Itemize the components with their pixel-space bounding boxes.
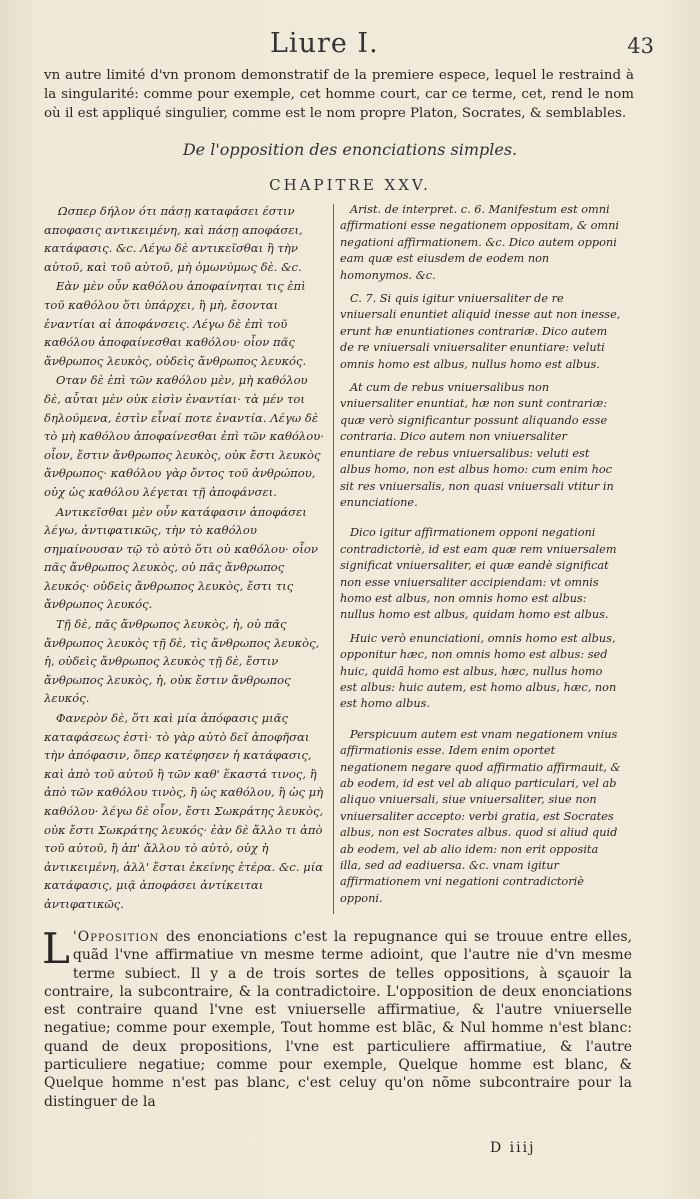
- latin-paragraph: Arist. de interpret. c. 6. Manifestum est omni affirmationi esse negationem oppositam, & omni negationi affirmationem. &c. Dico autem opponi eam quæ est eiusdem de eodem non homonymos. &c.: [340, 203, 620, 282]
- column-divider: [333, 204, 334, 914]
- section-title: De l'opposition des enonciations simples.: [182, 140, 518, 159]
- greek-paragraph: Φανερὸν δὲ, ὅτι καὶ μία ἀπόφασις μιᾶς καταφάσεως ἐστὶ· τὸ γὰρ αὐτὸ δεῖ ἀποφῆσαι τὴν ἀπόφασιν, ὅπερ κατέφησεν ἡ κατάφασις, καὶ ἀπὸ τοῦ αὐτοῦ ἢ τῶν καθ' ἕκαστά τινος, ἢ ἀπὸ τῶν καθόλου τινὸς, ἢ ὡς καθόλου, ἢ ὡς μὴ καθόλου· λέγω δὲ οἷον, ἔστι Σωκράτης λευκὸς, οὐκ ἔστι Σωκράτης λευκός· ἐὰν δὲ ἄλλο τι ἀπὸ τοῦ αὐτοῦ, ἢ ἀπ' ἄλλου τὸ αὐτὸ, οὐχ ἡ ἀντικειμένη, ἀλλ' ἔσται ἐκείνης ἑτέρα. &c. μία κατάφασις, μιᾷ ἀποφάσει ἀντίκειται ἀντιφατικῶς.: [44, 711, 324, 911]
- latin-paragraph: Huic verò enunciationi, omnis homo est albus, opponitur hæc, non omnis homo est albus: sed huic, quidã homo est albus, hæc, nullus homo est albus: huic autem, est homo albus, hæc, non est homo albus.: [340, 631, 617, 711]
- drop-cap: L: [42, 924, 70, 973]
- greek-paragraph: Εὰν μὲν οὖν καθόλου ἀποφαίνηται τις ἐπὶ τοῦ καθόλου ὅτι ὑπάρχει, ἢ μὴ, ἔσονται ἐναντίαι αἱ ἀποφάνσεις. Λέγω δὲ ἐπὶ τοῦ καθόλου ἀποφαίνεσθαι καθόλου· οἷον πᾶς ἄνθρωπος λευκὸς, οὐδεὶς ἄνθρωπος λευκός.: [44, 279, 307, 368]
- greek-paragraph: Οταν δὲ ἐπὶ τῶν καθόλου μὲν, μὴ καθόλου δὲ, αὗται μὲν οὐκ εἰσὶν ἐναντίαι· τὰ μέν τοι δηλούμενα, ἐστὶν εἶναί ποτε ἐναντία. Λέγω δὲ τὸ μὴ καθόλου ἀποφαίνεσθαι ἐπὶ τῶν καθόλου· οἷον, ἔστιν ἄνθρωπος λευκὸς, οὐκ ἔστι λευκὸς ἄνθρωπος· καθόλου γὰρ ὄντος τοῦ ἀνθρώπου, οὐχ ὡς καθόλου λέγεται τῇ ἀποφάνσει.: [44, 373, 324, 499]
- greek-paragraph: Αντικεῖσθαι μὲν οὖν κατάφασιν ἀποφάσει λέγω, ἀντιφατικῶς, τὴν τὸ καθόλου σημαίνουσαν τῷ τὸ αὐτὸ ὅτι οὐ καθόλου· οἷον πᾶς ἄνθρωπος λευκὸς, οὐ πᾶς ἄνθρωπος λευκός· οὐδεὶς ἄνθρωπος λευκὸς, ἔστι τις ἄνθρωπος λευκός.: [44, 504, 318, 612]
- latin-paragraph: C. 7. Si quis igitur vniuersaliter de re vniuersali enuntiet aliquid inesse aut non inesse, erunt hæ enuntiationes contrariæ. Dico autem de re vniuersali vniuersaliter enuntiare: veluti omnis homo est albus, nullus homo est albus.: [340, 292, 621, 371]
- page-number: 43: [627, 34, 654, 58]
- intro-paragraph: [44, 66, 634, 123]
- running-title: Liure I.: [270, 28, 379, 59]
- main-commentary: [42, 924, 632, 1111]
- commentary-body: des enonciations c'est la repugnance qui se trouue entre elles, quãd l'vne affirmatiue vn mesme terme adioint, que l'autre nie d'vn mesme terme subiect. Il y a de trois sortes de telles oppositions, à sçauoir la contraire, la subcontraire, & la contradictoire. L'opposition de deux enonciations est contraire quand l'vne est vniuerselle affirmatiue, & l'autre vniuerselle negatiue; comme pour exemple, Tout homme est blãc, & Nul homme n'est blanc: quand de deux propositions, l'vne est particuliere affirmatiue, & l'autre particuliere negatiue; comme pour exemple, Quelque homme est blanc, & Quelque homme n'est pas blanc, c'est celuy qu'on nõme subcontraire pour la distinguer de la: [44, 929, 632, 1110]
- page-header: [0, 26, 700, 66]
- latin-paragraph: At cum de rebus vniuersalibus non vniuersaliter enuntiat, hæ non sunt contrariæ: quæ verò significantur possunt aliquando esse contraria. Dico autem non vniuersaliter enuntiare de rebus vniuersalibus: veluti est albus homo, non est albus homo: cum enim hoc sit res vniuersalis, non quasi vniuersali vtitur in enunciatione.: [340, 381, 614, 509]
- commentary-paragraph: [42, 924, 632, 1111]
- intro-text: vn autre limité d'vn pronom demonstratif de la premiere espece, lequel le restraind à la singularité: comme pour exemple, cet homme court, car ce terme, cet, rend le nom où il est appliqué singulier, comme est le nom propre Platon, Socrates, & semblables.: [44, 68, 634, 121]
- greek-paragraph: Ωσπερ δήλον ότι πάσῃ καταφάσει έστιν αποφασις αντικειμένη, καὶ πάσῃ αποφάσει, κατάφασις. &c. Λέγω δὲ αντικεῖσθαι ἢ τὴν αὐτοῦ, καὶ τοῦ αὐτοῦ, μὴ ὁμωνύμως δὲ. &c.: [44, 204, 303, 274]
- greek-column: [44, 202, 326, 912]
- latin-paragraph: Dico igitur affirmationem opponi negationi contradictoriè, id est eam quæ rem vniuersalem significat vniuersaliter, ei quæ eandè significat non esse vniuersaliter accipiendam: vt omnis homo est albus, non omnis homo est albus: nullus homo est albus, quidam homo est albus.: [340, 526, 617, 622]
- latin-column: [340, 202, 622, 912]
- chapter-title: CHAPITRE XXV.: [269, 176, 431, 194]
- signature-mark: D iiij: [490, 1140, 536, 1156]
- lead-word: 'Opposition: [72, 929, 160, 945]
- latin-paragraph: Perspicuum autem est vnam negationem vnius affirmationis esse. Idem enim oportet negationem negare quod affirmatio affirmauit, & ab eodem, id est vel ab aliquo particulari, vel ab aliquo vniuersali, siue vniuersaliter, siue non vniuersaliter accepto: verbi gratia, est Socrates albus, non est Socrates albus. quod si aliud quid ab eodem, vel ab alio idem: non erit opposita illa, sed ad eadiuersa. &c. vnam igitur affirmationem vni negationi contradictoriè opponi.: [340, 727, 621, 905]
- greek-paragraph: Τῇ δὲ, πᾶς ἄνθρωπος λευκὸς, ἡ, οὐ πᾶς ἄνθρωπος λευκὸς τῇ δὲ, τὶς ἄνθρωπος λευκὸς, ἡ, οὐδεὶς ἄνθρωπος λευκὸς τῇ δὲ, ἔστιν ἄνθρωπος λευκὸς, ἡ, οὐκ ἔστιν ἄνθρωπος λευκός.: [44, 617, 320, 706]
